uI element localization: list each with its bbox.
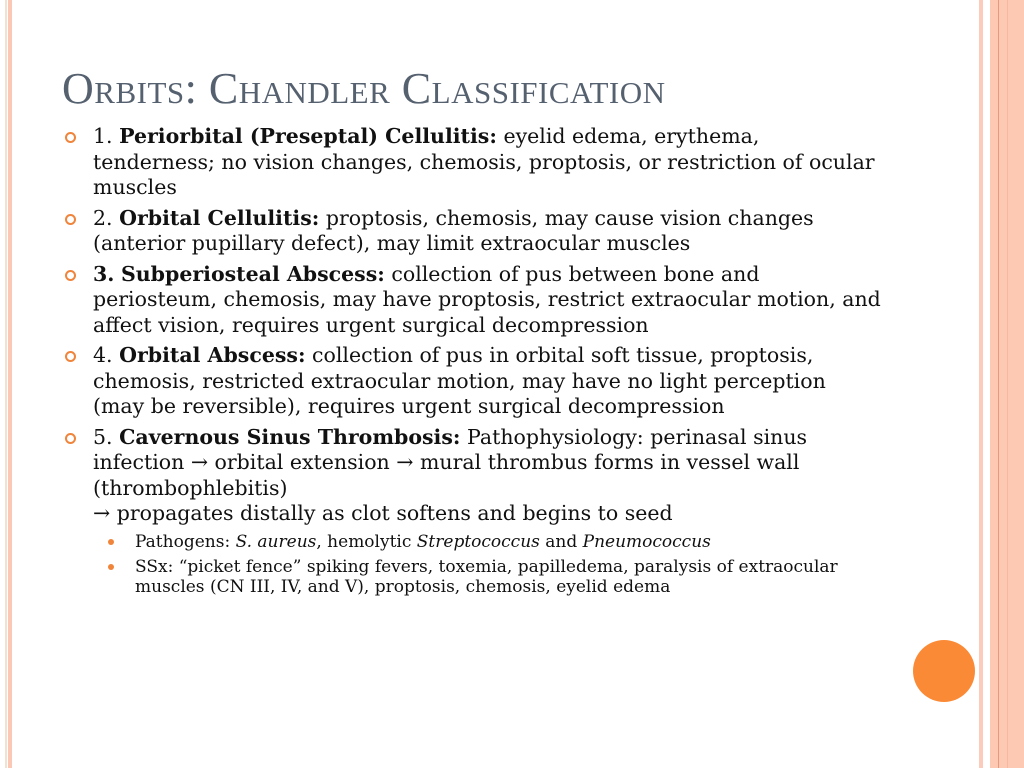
- item-number: 2.: [93, 205, 113, 230]
- right-border-line: [1007, 0, 1008, 768]
- ring-bullet-icon: [65, 351, 76, 362]
- sub-item-text: , hemolytic: [316, 531, 417, 552]
- list-item: [62, 343, 882, 420]
- item-heading: Orbital Cellulitis:: [119, 205, 320, 230]
- item-text: collection of pus between bone and periosteum, chemosis, may have proptosis, restrict extraocular motion, and affect vision, requires urgent surgical decompression: [93, 261, 881, 337]
- sub-item-text: SSx: “picket fence” spiking fevers, toxemia, papilledema, paralysis of extraocular muscles (CN III, IV, and V), proptosis, chemosis, eyelid edema: [135, 556, 838, 597]
- organism-name: Pneumococcus: [582, 531, 711, 552]
- dot-bullet-icon: [108, 564, 114, 570]
- sub-item-text: and: [539, 531, 583, 552]
- sub-item-symptoms: [93, 557, 882, 597]
- decorative-circle: [913, 640, 975, 702]
- ring-bullet-icon: [65, 132, 76, 143]
- item-heading: Subperiosteal Abscess:: [120, 261, 385, 286]
- left-border-line: [5, 0, 7, 768]
- item-text: → propagates distally as clot softens and begins to seed: [93, 501, 673, 525]
- ring-bullet-icon: [65, 214, 76, 225]
- list-item: [62, 206, 882, 257]
- item-heading: Orbital Abscess:: [119, 343, 306, 367]
- sub-item-pathogens: [93, 532, 882, 552]
- ring-bullet-icon: [65, 270, 76, 281]
- item-number: 5.: [93, 424, 113, 449]
- list-item: [62, 124, 882, 201]
- slide-title: Orbits: Chandler Classification: [62, 64, 666, 113]
- list-item: [62, 262, 882, 339]
- item-text: Pathophysiology: perinasal sinus infection → orbital extension → mural thrombus forms in vessel wall (thrombophlebitis): [93, 424, 808, 500]
- item-heading: Cavernous Sinus Thrombosis:: [119, 424, 461, 449]
- item-text: collection of pus in orbital soft tissue, proptosis, chemosis, restricted extraocular motion, may have no light perception (may be reversible), requires urgent surgical decompression: [93, 343, 826, 418]
- organism-name: S. aureus: [235, 531, 317, 552]
- item-text: proptosis, chemosis, may cause vision changes (anterior pupillary defect), may limit extraocular muscles: [93, 205, 814, 255]
- bullet-list: [62, 124, 882, 602]
- left-border-line: [8, 0, 12, 768]
- list-item: [62, 425, 882, 597]
- item-heading: Periorbital (Preseptal) Cellulitis:: [119, 124, 497, 148]
- item-number: 3.: [93, 261, 115, 286]
- ring-bullet-icon: [65, 433, 76, 444]
- item-number: 1.: [93, 124, 113, 148]
- item-number: 4.: [93, 343, 113, 367]
- right-border-line: [998, 0, 999, 768]
- dot-bullet-icon: [108, 539, 114, 545]
- sub-item-label: Pathogens:: [135, 531, 236, 552]
- organism-name: Streptococcus: [416, 531, 540, 552]
- right-border-line: [979, 0, 983, 768]
- item-text: eyelid edema, erythema, tenderness; no vision changes, chemosis, proptosis, or restriction of ocular muscles: [93, 124, 875, 199]
